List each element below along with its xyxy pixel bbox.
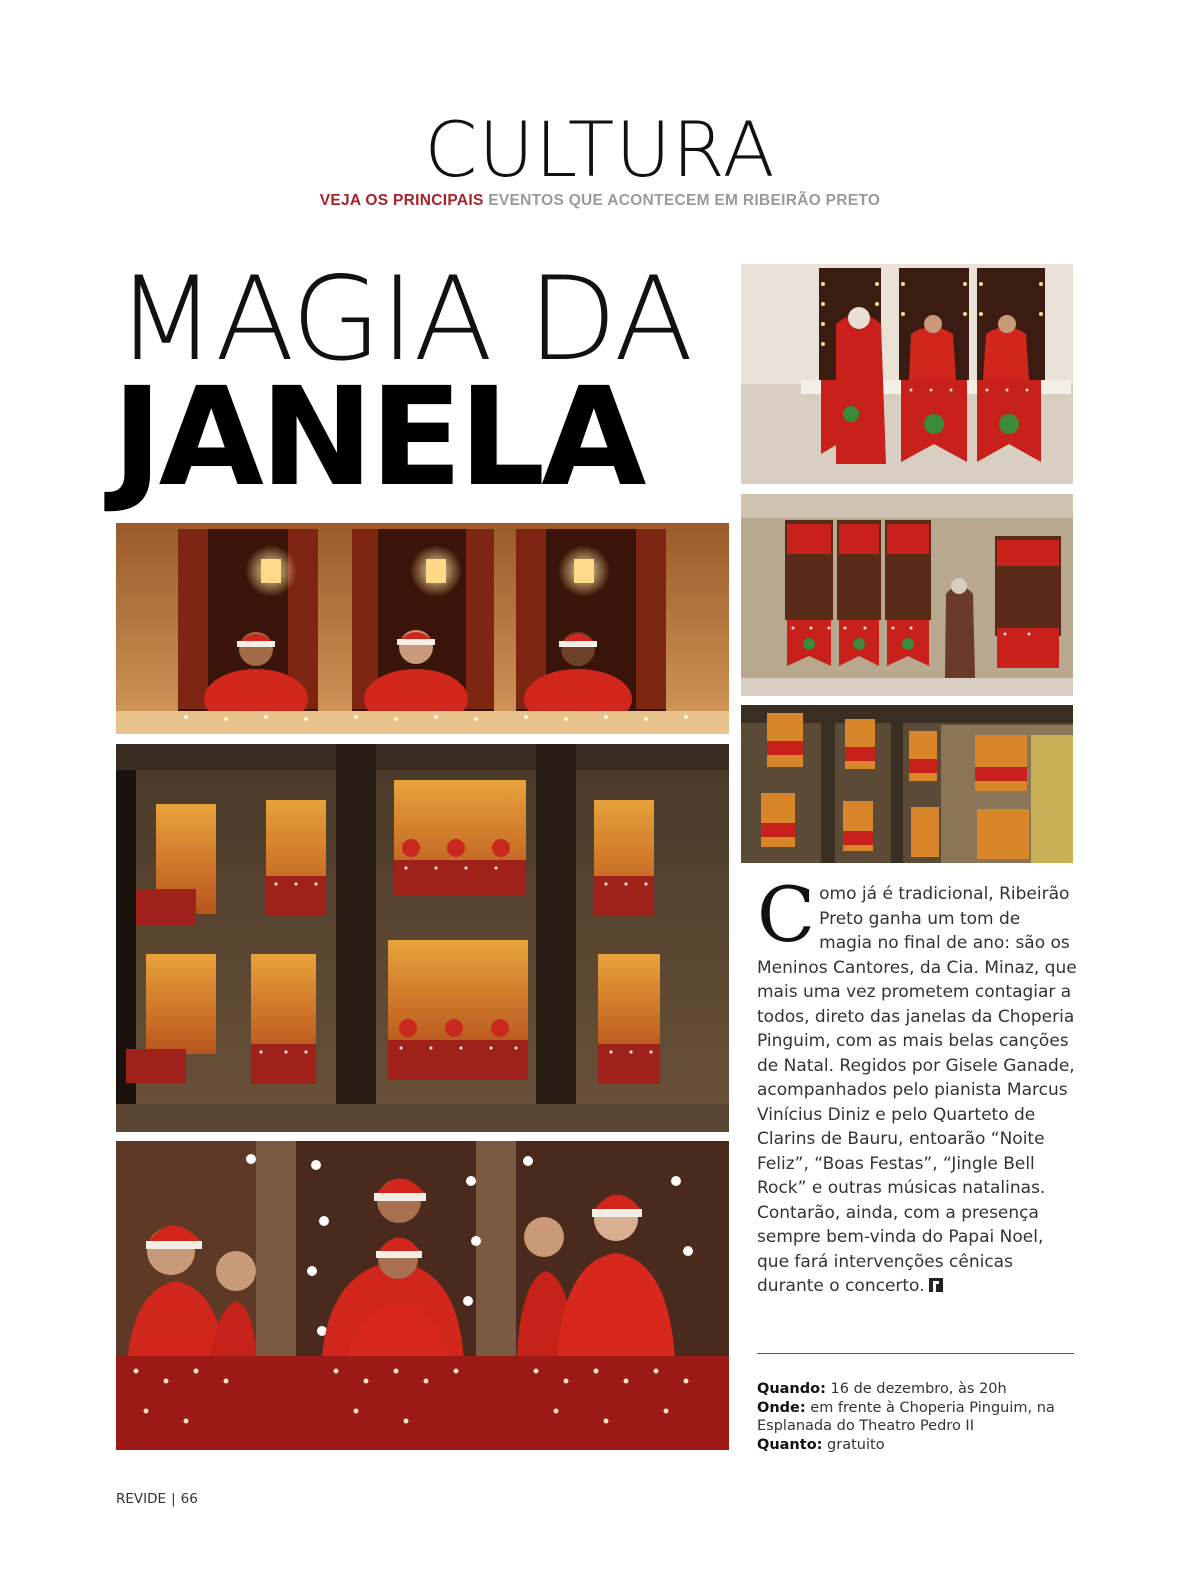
event-when: [757, 1380, 1077, 1399]
photo-building-exterior: [741, 705, 1073, 863]
headline-line-1: MAGIA DA: [116, 252, 693, 387]
page-number: 66: [180, 1491, 198, 1507]
section-title: CULTURA: [424, 105, 776, 194]
photo-children-singing: [116, 1141, 729, 1450]
article-text: omo já é tradicional, Ribeirão Preto ganha um tom de magia no final de ano: são os Meninos Cantores, da Cia. Minaz, que mais uma vez prometem contagiar a todos, direto das janelas da Choperia Pinguim, com as mais belas canções de Natal. Regidos por Gisele Ganade, acompanhados pelo pianista Marcus Vinícius Diniz e pelo Quarteto de Clarins de Bauru, entoarão “Noite Feliz”, “Boas Festas”, “Jingle Bell Rock” e outras músicas natalinas. Contarão, ainda, com a presença sempre bem-vinda do Papai Noel, que fará intervenções cênicas durante o concerto.: [757, 884, 1077, 1296]
event-price: [757, 1436, 1077, 1455]
revide-end-icon: [929, 1278, 943, 1292]
event-where: [757, 1399, 1077, 1436]
footer-separator: |: [171, 1491, 176, 1507]
event-when-value: 16 de dezembro, às 20h: [825, 1381, 1007, 1397]
photo-santa-balcony: [741, 264, 1073, 484]
event-price-label: Quanto:: [757, 1436, 823, 1453]
drop-cap: C: [757, 870, 816, 959]
event-where-value: em frente à Choperia Pinguim, na Esplanada do Theatro Pedro II: [757, 1399, 1055, 1434]
event-when-label: Quando:: [757, 1381, 826, 1397]
event-price-value: gratuito: [822, 1436, 885, 1453]
event-where-label: Onde:: [757, 1399, 806, 1416]
photo-building-facade: [116, 744, 729, 1132]
article-body: [757, 870, 1077, 1299]
magazine-name: REVIDE: [116, 1491, 167, 1507]
photo-children-windows: [116, 523, 729, 734]
section-subtitle-highlight: VEJA OS PRINCIPAIS: [319, 192, 484, 209]
page-footer: [116, 1491, 198, 1507]
info-divider: [757, 1353, 1074, 1354]
section-subtitle: [0, 192, 1200, 210]
section-subtitle-rest: EVENTOS QUE ACONTECEM EM RIBEIRÃO PRETO: [483, 192, 881, 209]
headline-line-2: JANELA: [112, 359, 643, 517]
event-info: [757, 1380, 1077, 1454]
photo-facade-windows: [741, 494, 1073, 696]
